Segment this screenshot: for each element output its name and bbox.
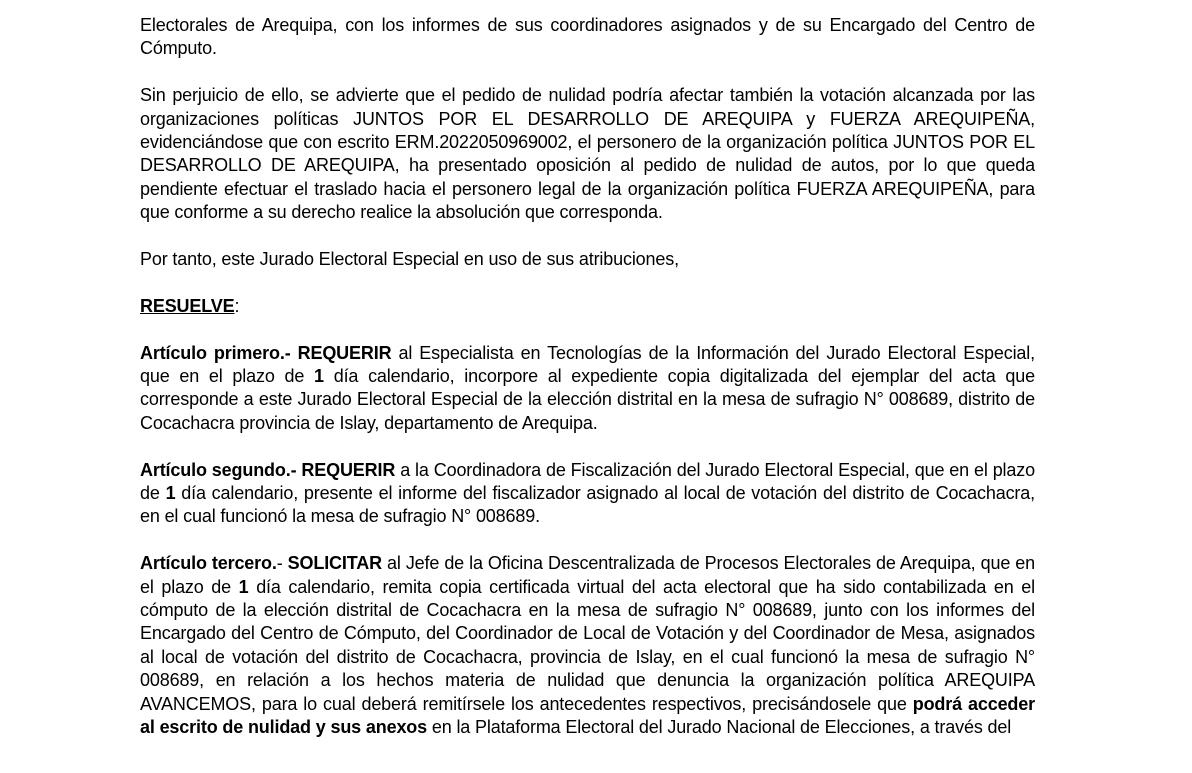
articulo-tercero-dash: - [276, 553, 288, 574]
articulo-primero-text-a: al Especialista en Tecnologías de la Información del Jurado Electoral Especial, que en el plazo de [140, 342, 1035, 387]
articulo-primero-text-b: día calendario, incorpore al expediente copia digitalizada del ejemplar del acta que corresponde a este Jurado Electoral Especial de la elección distrital en la mesa de sufragio N° 008689, distrito de Cocachacra provincia de Islay, departamento de Arequipa. [140, 366, 1035, 433]
articulo-tercero-emphasis: podrá acceder al escrito de nulidad y sus anexos [140, 693, 1035, 738]
resuelve-colon: : [234, 295, 240, 316]
articulo-segundo-plazo: 1 [165, 483, 176, 504]
paragraph-por-tanto: Por tanto, este Jurado Electoral Especial en uso de sus atribuciones, [140, 249, 679, 270]
articulo-primero-plazo: 1 [314, 366, 324, 387]
articulo-segundo-label: Artículo segundo.- REQUERIR [140, 459, 396, 480]
articulo-segundo-text-b: día calendario, presente el informe del fiscalizador asignado al local de votación del distrito de Cocachacra, en el cual funcionó la mesa de sufragio N° 008689. [140, 483, 1035, 527]
resuelve-label: RESUELVE [140, 295, 235, 316]
document-page [140, 14, 1035, 740]
articulo-tercero-text-b: día calendario, remita copia certificada virtual del acta electoral que ha sido contabilizada en el cómputo de la elección distrital de Cocachacra en la mesa de sufragio N° 008689, junto con los informes del Encargado del Centro de Cómputo, del Coordinador de Local de Votación y del Coordinador de Mesa, asignados al local de votación del distrito de Cocachacra, provincia de Islay, en el cual funcionó la mesa de sufragio N° 008689, en relación a los hechos materia de nulidad que denuncia la organización política AREQUIPA AVANCEMOS, para lo cual deberá remitírsele los antecedentes respectivos, precisándosele que [140, 576, 1035, 714]
articulo-primero [140, 342, 1035, 436]
paragraph-continuation: Electorales de Arequipa, con los informes de sus coordinadores asignados y de su Encargado del Centro de Cómputo. [140, 15, 1035, 59]
articulo-primero-label: Artículo primero.- REQUERIR [140, 342, 392, 363]
articulo-tercero-label: Artículo tercero. [140, 553, 277, 574]
articulo-tercero-text-a: al Jefe de la Oficina Descentralizada de Procesos Electorales de Arequipa, que en el plazo de [140, 553, 1035, 597]
articulo-tercero-text-c: en la Plataforma Electoral del Jurado Nacional de Elecciones, a través del [427, 717, 1012, 738]
paragraph-nulidad: Sin perjuicio de ello, se advierte que el pedido de nulidad podría afectar también la votación alcanzada por las organizaciones políticas JUNTOS POR EL DESARROLLO DE AREQUIPA y FUERZA AREQUIPEÑA, evidenciándose que con escrito ERM.2022050969002, el personero de la organización política JUNTOS POR EL DESARROLLO DE AREQUIPA, ha presentado oposición al pedido de nulidad de autos, por lo que queda pendiente efectuar el traslado hacia el personero legal de la organización política FUERZA AREQUIPEÑA, para que conforme a su derecho realice la absolución que corresponda. [140, 85, 1035, 223]
articulo-tercero-verb: SOLICITAR [287, 553, 382, 574]
articulo-segundo-text-a: a la Coordinadora de Fiscalización del Jurado Electoral Especial, que en el plazo de [140, 459, 1035, 504]
articulo-tercero-plazo: 1 [238, 576, 249, 597]
articulo-segundo [140, 459, 1035, 529]
resuelve-heading [140, 295, 1035, 318]
articulo-tercero [140, 552, 1035, 739]
